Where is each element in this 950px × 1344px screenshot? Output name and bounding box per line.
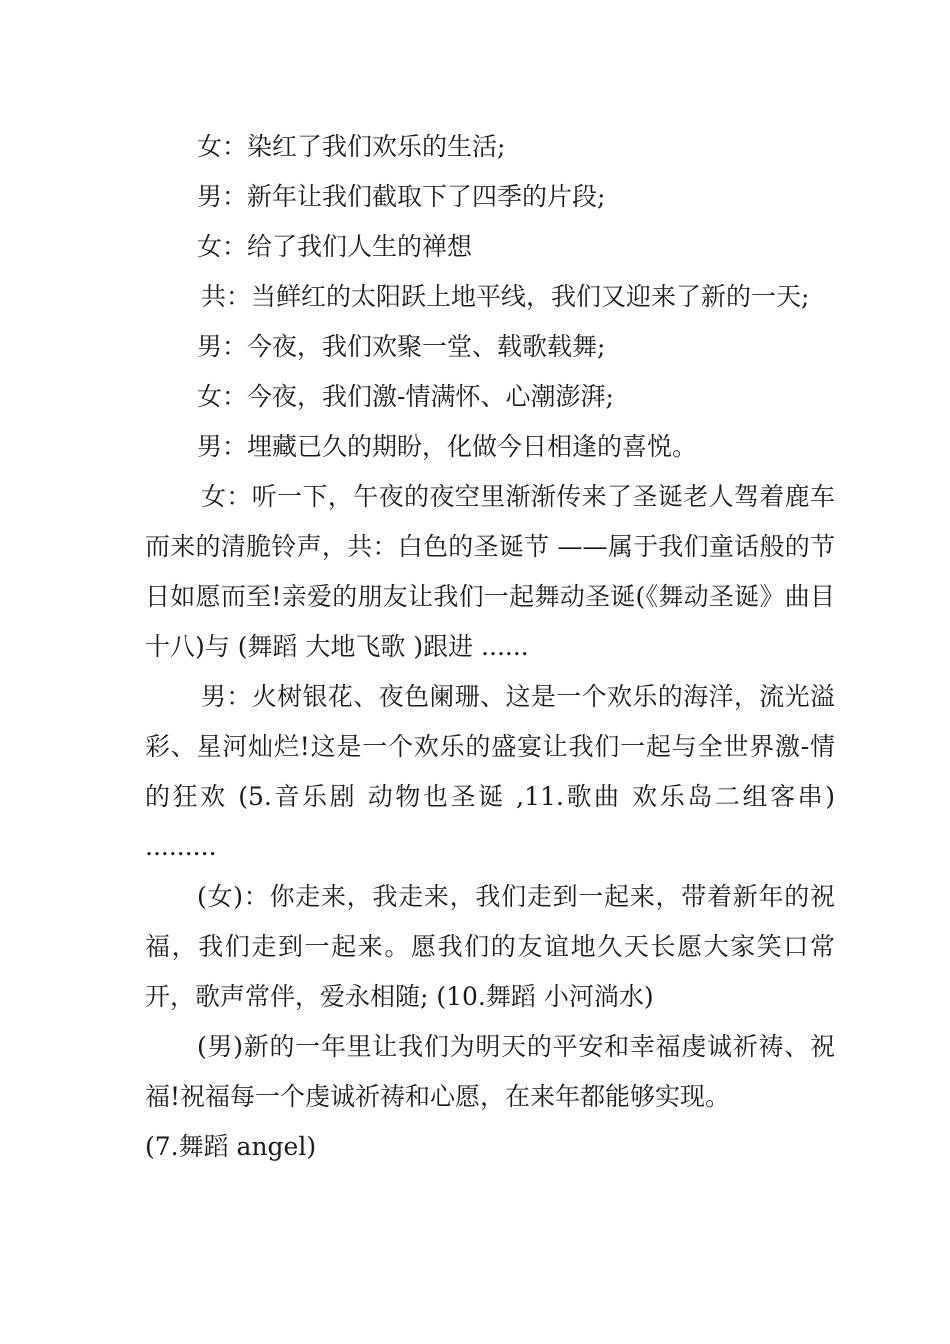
paragraph-3: 女：给了我们人生的禅想: [197, 232, 473, 261]
paragraph-4: 共：当鲜红的太阳跃上地平线，我们又迎来了新的一天;: [201, 282, 810, 311]
paragraph-6: 女：今夜，我们激-情满怀、心潮澎湃;: [197, 382, 614, 411]
paragraph-11: (男)新的一年里让我们为明天的平安和幸福虔诚祈祷、祝福!祝福每一个虔诚祈祷和心愿，在来年都能够实现。: [145, 1032, 835, 1111]
paragraph-5: 男：今夜，我们欢聚一堂、载歌载舞;: [197, 332, 606, 361]
paragraph-2: 男：新年让我们截取下了四季的片段;: [197, 182, 606, 211]
paragraph-7: 男：埋藏已久的期盼，化做今日相逢的喜悦。: [197, 432, 698, 461]
paragraph-12: (7.舞蹈 angel): [145, 1132, 317, 1161]
document-body: [145, 122, 835, 1172]
paragraph-1: 女：染红了我们欢乐的生活;: [197, 132, 506, 161]
paragraph-10: (女)：你走来，我走来，我们走到一起来，带着新年的祝福，我们走到一起来。愿我们的友谊地久天长愿大家笑口常开，歌声常伴，爱永相随; (10.舞蹈 小河淌水): [145, 882, 835, 1011]
paragraph-8: 女：听一下，午夜的夜空里渐渐传来了圣诞老人驾着鹿车而来的清脆铃声，共：白色的圣诞节 ——属于我们童话般的节日如愿而至!亲爱的朋友让我们一起舞动圣诞(《舞动圣诞》曲目十八)与 (舞蹈 大地飞歌 )跟进 ......: [145, 482, 835, 661]
paragraph-9: 男：火树银花、夜色阑珊、这是一个欢乐的海洋，流光溢彩、星河灿烂!这是一个欢乐的盛宴让我们一起与全世界激-情的狂欢 (5.音乐剧 动物也圣诞 ,11.歌曲 欢乐岛二组客串) .........: [145, 682, 835, 861]
